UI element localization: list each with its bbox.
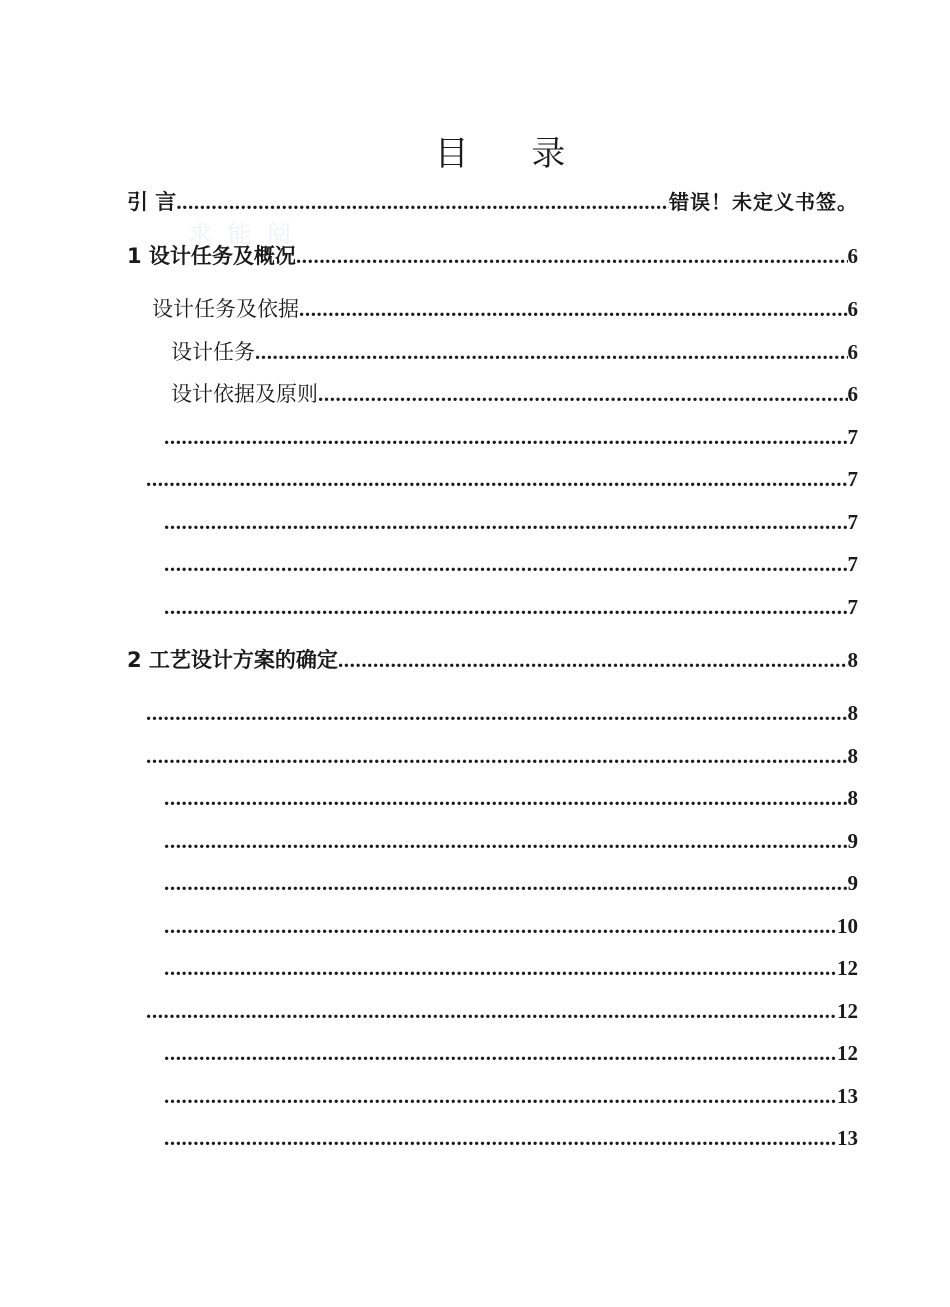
toc-dot-leader: [146, 996, 837, 1026]
toc-dot-leader: [146, 464, 848, 494]
toc-dot-leader: [146, 741, 848, 771]
toc-entry-page: 9: [847, 871, 858, 895]
toc-entry-section[interactable]: [146, 698, 858, 728]
toc-dot-leader: [164, 1038, 837, 1068]
toc-dot-leader: [338, 645, 848, 675]
toc-entry-label: 设计依据及原则: [171, 382, 318, 406]
toc-dot-leader: [176, 187, 669, 217]
toc-entry-page: 7: [847, 595, 858, 619]
toc-entry-page: 6: [847, 382, 858, 406]
toc-dot-leader: [164, 592, 848, 622]
toc-entry-chapter-1[interactable]: [127, 241, 858, 271]
toc-entry-subsection[interactable]: [164, 868, 858, 898]
toc-entry-page: 7: [847, 510, 858, 534]
toc-entry-page: 13: [837, 1126, 858, 1150]
toc-dot-leader: [164, 1123, 837, 1153]
toc-dot-leader: [164, 868, 848, 898]
toc-dot-leader: [146, 698, 848, 728]
toc-entry-page: 8: [847, 786, 858, 810]
toc-entry-intro[interactable]: [127, 187, 858, 217]
toc-entry-subsection[interactable]: [164, 783, 858, 813]
toc-title: 目 录: [434, 134, 592, 174]
toc-entry-label: 2 工艺设计方案的确定: [127, 648, 338, 672]
toc-entry-subsection[interactable]: [164, 592, 858, 622]
toc-dot-leader: [299, 294, 848, 324]
toc-entry-page: 8: [847, 744, 858, 768]
toc-dot-leader: [164, 953, 837, 983]
toc-dot-leader: [164, 826, 848, 856]
toc-entry-subsection[interactable]: [164, 1123, 858, 1153]
toc-entry-page: 8: [847, 701, 858, 725]
watermark-text: 求 能 阅: [188, 220, 296, 248]
toc-entry-page: 10: [837, 914, 858, 938]
toc-entry-page: 13: [837, 1084, 858, 1108]
toc-entry-subsection[interactable]: [171, 337, 858, 367]
toc-entry-section[interactable]: [146, 741, 858, 771]
toc-entry-page: 9: [847, 829, 858, 853]
toc-entry-page: 6: [847, 340, 858, 364]
toc-entry-label: 设计任务及依据: [152, 297, 299, 321]
toc-dot-leader: [164, 422, 848, 452]
toc-entry-subsection[interactable]: [164, 826, 858, 856]
toc-dot-leader: [296, 241, 848, 271]
toc-entry-page: 6: [847, 297, 858, 321]
toc-entry-subsection[interactable]: [164, 507, 858, 537]
toc-entry-subsection[interactable]: [164, 911, 858, 941]
toc-dot-leader: [164, 1081, 837, 1111]
toc-entry-page: 错误！未定义书签。: [669, 190, 858, 214]
toc-dot-leader: [318, 379, 848, 409]
toc-dot-leader: [164, 911, 837, 941]
toc-entry-section[interactable]: [146, 464, 858, 494]
toc-dot-leader: [164, 549, 848, 579]
toc-entry-subsection[interactable]: [164, 549, 858, 579]
toc-entry-subsection[interactable]: [171, 379, 858, 409]
toc-entry-section[interactable]: [152, 294, 858, 324]
toc-entry-subsection[interactable]: [164, 953, 858, 983]
toc-entry-label: 设计任务: [171, 340, 255, 364]
toc-entry-chapter-2[interactable]: [127, 645, 858, 675]
toc-entry-label: 1 设计任务及概况: [127, 244, 296, 268]
toc-entry-subsection[interactable]: [164, 422, 858, 452]
toc-dot-leader: [164, 507, 848, 537]
toc-entry-subsection[interactable]: [164, 1081, 858, 1111]
toc-entry-page: 12: [837, 956, 858, 980]
toc-entry-label: 引 言: [127, 190, 177, 214]
toc-entry-page: 12: [837, 1041, 858, 1065]
toc-entry-page: 6: [847, 244, 858, 268]
toc-dot-leader: [164, 783, 848, 813]
toc-entry-page: 7: [847, 552, 858, 576]
toc-dot-leader: [255, 337, 848, 367]
toc-entry-page: 7: [847, 425, 858, 449]
toc-entry-subsection[interactable]: [164, 1038, 858, 1068]
toc-entry-page: 12: [837, 999, 858, 1023]
toc-entry-section[interactable]: [146, 996, 858, 1026]
toc-entry-page: 8: [847, 648, 858, 672]
toc-entry-page: 7: [847, 467, 858, 491]
